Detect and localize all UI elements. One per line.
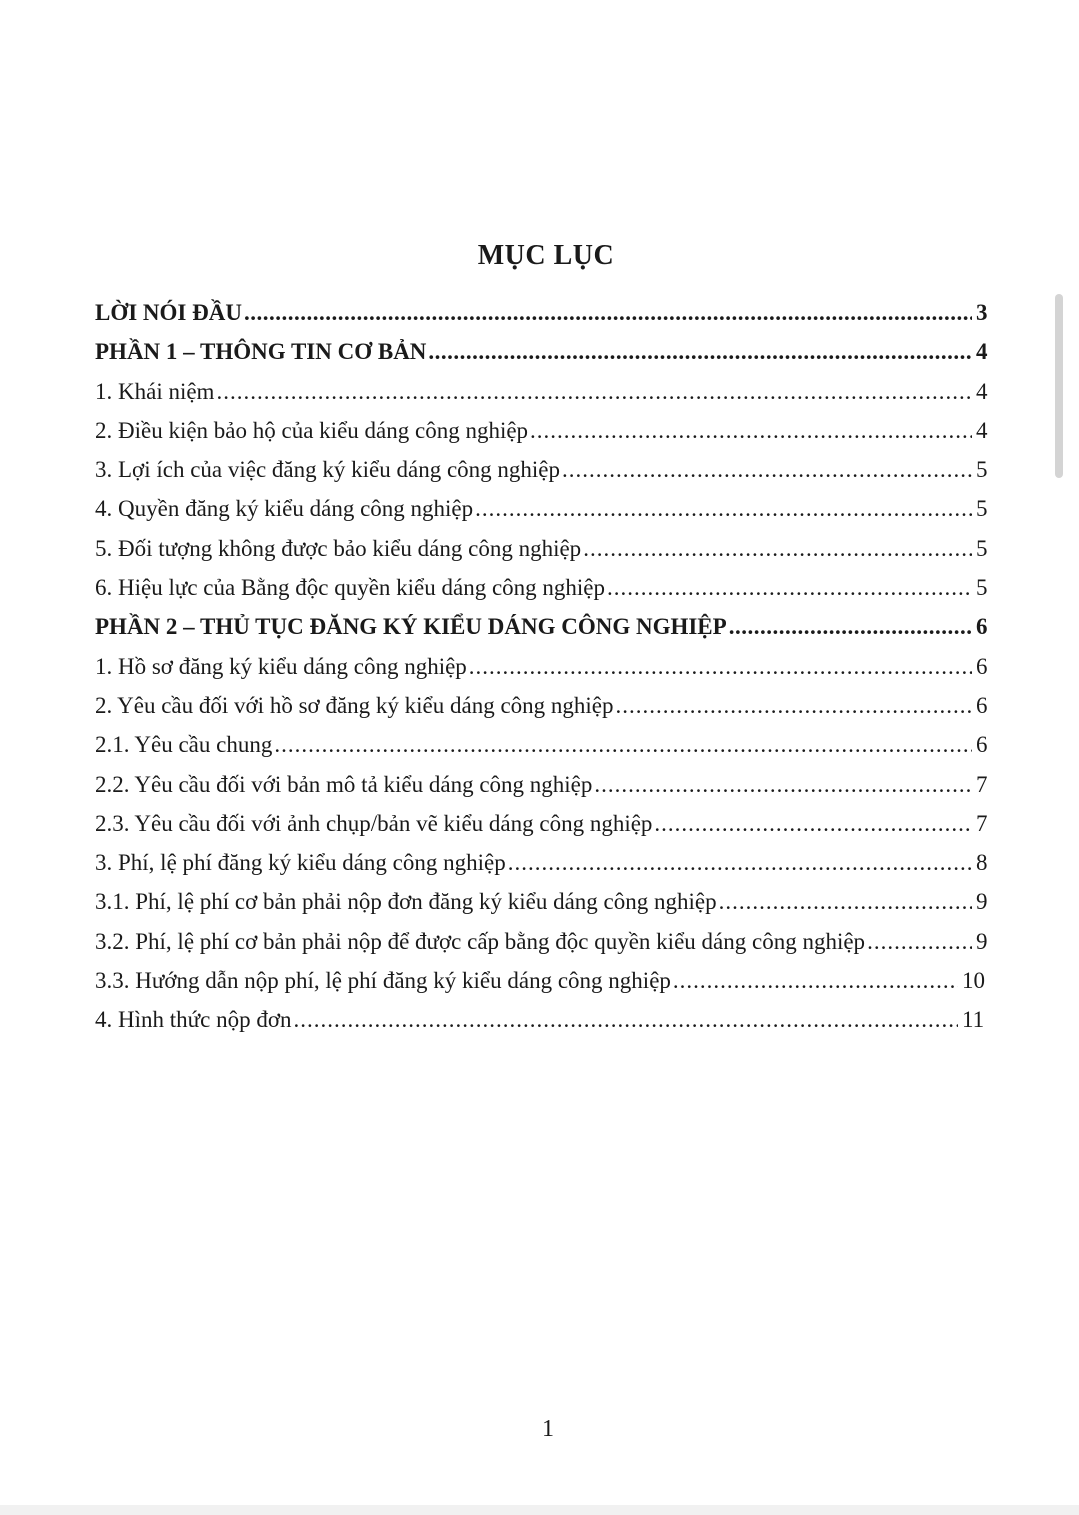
toc-entry-page-number: 5 — [976, 535, 988, 561]
toc-entry-text: LỜI NÓI ĐẦU — [95, 300, 242, 325]
toc-entry-text: 1. Hồ sơ đăng ký kiểu dáng công nghiệp — [95, 653, 467, 679]
viewer-bottom-edge — [0, 1505, 1079, 1515]
toc-entry[interactable] — [95, 968, 990, 1007]
toc-entry[interactable] — [95, 379, 990, 418]
toc-entry[interactable] — [95, 811, 990, 850]
toc-entry-page-number: 9 — [976, 889, 988, 915]
toc-entry-text: 3. Lợi ích của việc đăng ký kiểu dáng công nghiệp — [95, 457, 560, 483]
toc-entry[interactable] — [95, 929, 990, 968]
toc-entry-page-number: 6 — [976, 653, 988, 679]
toc-entry[interactable] — [95, 418, 990, 457]
toc-entry[interactable] — [95, 1007, 990, 1046]
toc-entry-text: 3.3. Hướng dẫn nộp phí, lệ phí đăng ký kiểu dáng công nghiệp — [95, 968, 671, 994]
toc-entry[interactable] — [95, 889, 990, 928]
toc-entry-page-number: 6 — [976, 732, 988, 758]
toc-entry[interactable] — [95, 339, 990, 378]
toc-entry-text: 5. Đối tượng không được bảo kiểu dáng công nghiệp — [95, 535, 582, 561]
toc-entry-page-number: 4 — [976, 417, 988, 443]
toc-dot-leader — [428, 339, 972, 365]
toc-entry-text: 3.1. Phí, lệ phí cơ bản phải nộp đơn đăng ký kiểu dáng công nghiệp — [95, 889, 717, 915]
toc-dot-leader — [244, 300, 972, 326]
toc-entry[interactable] — [95, 732, 990, 771]
toc-entry-page-number: 3 — [976, 300, 988, 325]
toc-entry-text: 2. Yêu cầu đối với hồ sơ đăng ký kiểu dáng công nghiệp — [95, 692, 614, 718]
toc-entry-text: 4. Hình thức nộp đơn — [95, 1007, 292, 1033]
toc-entry-text: 3.2. Phí, lệ phí cơ bản phải nộp để được cấp bằng độc quyền kiểu dáng công nghiệp — [95, 928, 866, 954]
toc-entry-text: 2. Điều kiện bảo hộ của kiểu dáng công nghiệp — [95, 417, 529, 443]
toc-entry-page-number: 5 — [976, 575, 988, 601]
toc-entry[interactable] — [95, 654, 990, 693]
toc-dot-leader — [475, 496, 972, 522]
toc-dot-leader — [607, 575, 972, 601]
toc-entry[interactable] — [95, 772, 990, 811]
toc-entry-page-number: 4 — [976, 339, 988, 365]
toc-entry-text: 6. Hiệu lực của Bằng độc quyền kiểu dáng công nghiệp — [95, 575, 606, 601]
toc-dot-leader — [562, 457, 972, 483]
toc-entry-page-number: 9 — [976, 928, 988, 954]
toc-dot-leader — [867, 929, 972, 955]
toc-entry-text: PHẦN 2 – THỦ TỤC ĐĂNG KÝ KIỂU DÁNG CÔNG NGHIỆP — [95, 614, 727, 640]
page-number: 1 — [542, 1416, 554, 1442]
toc-entry[interactable] — [95, 850, 990, 889]
toc-dot-leader — [274, 732, 972, 758]
toc-dot-leader — [216, 379, 972, 405]
toc-entry-text: 2.2. Yêu cầu đối với bản mô tả kiểu dáng công nghiệp — [95, 771, 593, 797]
toc-entry[interactable] — [95, 693, 990, 732]
toc-dot-leader — [469, 654, 972, 680]
toc-dot-leader — [729, 614, 972, 640]
toc-dot-leader — [583, 536, 972, 562]
toc-entry-page-number: 11 — [962, 1007, 985, 1033]
toc-dot-leader — [654, 811, 972, 837]
toc-entry-page-number: 10 — [962, 968, 985, 994]
vertical-scrollbar-thumb[interactable] — [1055, 294, 1063, 478]
toc-entry-page-number: 4 — [976, 378, 988, 404]
toc-entry-page-number: 6 — [976, 692, 988, 718]
toc-entry-text: 3. Phí, lệ phí đăng ký kiểu dáng công nghiệp — [95, 850, 506, 876]
toc-entry-page-number: 5 — [976, 457, 988, 483]
toc-dot-leader — [719, 889, 972, 915]
toc-entry-page-number: 6 — [976, 614, 988, 640]
toc-entry[interactable] — [95, 496, 990, 535]
toc-dot-leader — [616, 693, 972, 719]
toc-entry-page-number: 7 — [976, 810, 988, 836]
toc-entry-text: 2.3. Yêu cầu đối với ảnh chụp/bản vẽ kiểu dáng công nghiệp — [95, 810, 653, 836]
toc-entry[interactable] — [95, 457, 990, 496]
toc-dot-leader — [530, 418, 972, 444]
toc-entry-page-number: 5 — [976, 496, 988, 522]
toc-entry-text: 4. Quyền đăng ký kiểu dáng công nghiệp — [95, 496, 474, 522]
toc-entry-text: 2.1. Yêu cầu chung — [95, 732, 273, 758]
toc-dot-leader — [673, 968, 958, 994]
toc-entry[interactable] — [95, 575, 990, 614]
toc-dot-leader — [508, 850, 972, 876]
toc-entry-text: 1. Khái niệm — [95, 378, 215, 404]
toc-entry-page-number: 7 — [976, 771, 988, 797]
toc-entry[interactable] — [95, 614, 990, 653]
toc-title: MỤC LỤC — [477, 240, 615, 271]
toc-dot-leader — [293, 1007, 958, 1033]
toc-entry-text: PHẦN 1 – THÔNG TIN CƠ BẢN — [95, 339, 427, 365]
table-of-contents — [95, 300, 990, 1047]
toc-entry[interactable] — [95, 300, 990, 339]
toc-entry-page-number: 8 — [976, 850, 988, 876]
toc-dot-leader — [594, 772, 972, 798]
toc-entry[interactable] — [95, 536, 990, 575]
